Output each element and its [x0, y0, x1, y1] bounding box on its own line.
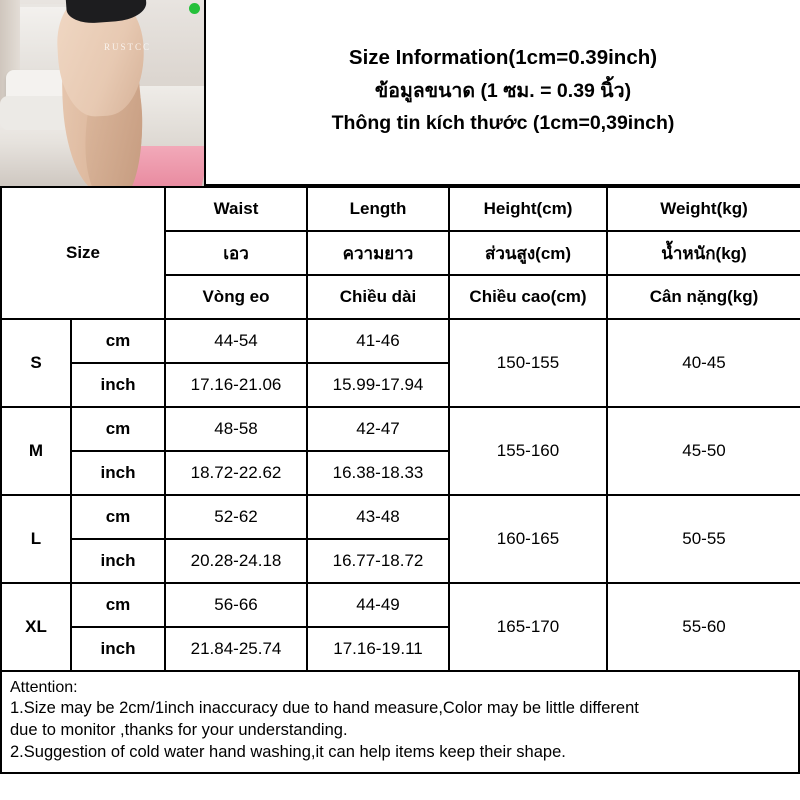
- header-height-en: Height(cm): [449, 187, 607, 231]
- m-length-cm: 42-47: [307, 407, 449, 451]
- header-weight-en: Weight(kg): [607, 187, 800, 231]
- title-thai: ข้อมูลขนาด (1 ซม. = 0.39 นิ้ว): [374, 79, 632, 102]
- s-length-inch: 15.99-17.94: [307, 363, 449, 407]
- table-row: [1, 495, 800, 539]
- unit-inch-xl: inch: [71, 627, 165, 671]
- xl-waist-cm: 56-66: [165, 583, 307, 627]
- size-table: [0, 186, 800, 672]
- header-waist-vi: Vòng eo: [165, 275, 307, 319]
- l-weight: 50-55: [607, 495, 800, 583]
- unit-inch-m: inch: [71, 451, 165, 495]
- l-length-inch: 16.77-18.72: [307, 539, 449, 583]
- xl-weight: 55-60: [607, 583, 800, 671]
- header-weight-vi: Cân nặng(kg): [607, 275, 800, 319]
- header-length-th: ความยาว: [307, 231, 449, 275]
- table-row: [1, 407, 800, 451]
- row-size-l: L: [1, 495, 71, 583]
- pillow-secondary-shape: [0, 96, 70, 130]
- m-height: 155-160: [449, 407, 607, 495]
- attention-line-2: due to monitor ,thanks for your understanding.: [10, 721, 348, 740]
- xl-height: 165-170: [449, 583, 607, 671]
- title-block: [206, 0, 800, 184]
- m-weight: 45-50: [607, 407, 800, 495]
- header-height-th: ส่วนสูง(cm): [449, 231, 607, 275]
- header-weight-th: น้ำหนัก(kg): [607, 231, 800, 275]
- m-waist-cm: 48-58: [165, 407, 307, 451]
- xl-length-inch: 17.16-19.11: [307, 627, 449, 671]
- unit-inch-s: inch: [71, 363, 165, 407]
- watermark-text: RUSTCC: [104, 42, 152, 52]
- header-length-vi: Chiều dài: [307, 275, 449, 319]
- row-size-m: M: [1, 407, 71, 495]
- l-height: 160-165: [449, 495, 607, 583]
- attention-line-1: 1.Size may be 2cm/1inch inaccuracy due to hand measure,Color may be little different: [10, 699, 639, 718]
- header-size-label: Size: [1, 187, 165, 319]
- header-height-vi: Chiều cao(cm): [449, 275, 607, 319]
- title-vietnamese: Thông tin kích thước (1cm=0,39inch): [331, 111, 675, 134]
- unit-cm-s: cm: [71, 319, 165, 363]
- header-length-en: Length: [307, 187, 449, 231]
- s-weight: 40-45: [607, 319, 800, 407]
- unit-cm-l: cm: [71, 495, 165, 539]
- title-english: Size Information(1cm=0.39inch): [348, 45, 658, 69]
- xl-waist-inch: 21.84-25.74: [165, 627, 307, 671]
- header-band: [0, 0, 800, 186]
- header-waist-th: เอว: [165, 231, 307, 275]
- row-size-s: S: [1, 319, 71, 407]
- s-waist-inch: 17.16-21.06: [165, 363, 307, 407]
- green-status-dot-icon: [189, 3, 200, 14]
- unit-cm-xl: cm: [71, 583, 165, 627]
- attention-heading: Attention:: [10, 679, 78, 696]
- s-height: 150-155: [449, 319, 607, 407]
- attention-block: [0, 672, 800, 774]
- l-waist-cm: 52-62: [165, 495, 307, 539]
- table-row: [1, 319, 800, 363]
- l-waist-inch: 20.28-24.18: [165, 539, 307, 583]
- m-length-inch: 16.38-18.33: [307, 451, 449, 495]
- unit-cm-m: cm: [71, 407, 165, 451]
- s-length-cm: 41-46: [307, 319, 449, 363]
- row-size-xl: XL: [1, 583, 71, 671]
- s-waist-cm: 44-54: [165, 319, 307, 363]
- product-photo: [0, 0, 206, 186]
- attention-line-3: 2.Suggestion of cold water hand washing,it can help items keep their shape.: [10, 743, 566, 762]
- table-header-row-en: [1, 187, 800, 231]
- l-length-cm: 43-48: [307, 495, 449, 539]
- header-waist-en: Waist: [165, 187, 307, 231]
- xl-length-cm: 44-49: [307, 583, 449, 627]
- m-waist-inch: 18.72-22.62: [165, 451, 307, 495]
- table-row: [1, 583, 800, 627]
- unit-inch-l: inch: [71, 539, 165, 583]
